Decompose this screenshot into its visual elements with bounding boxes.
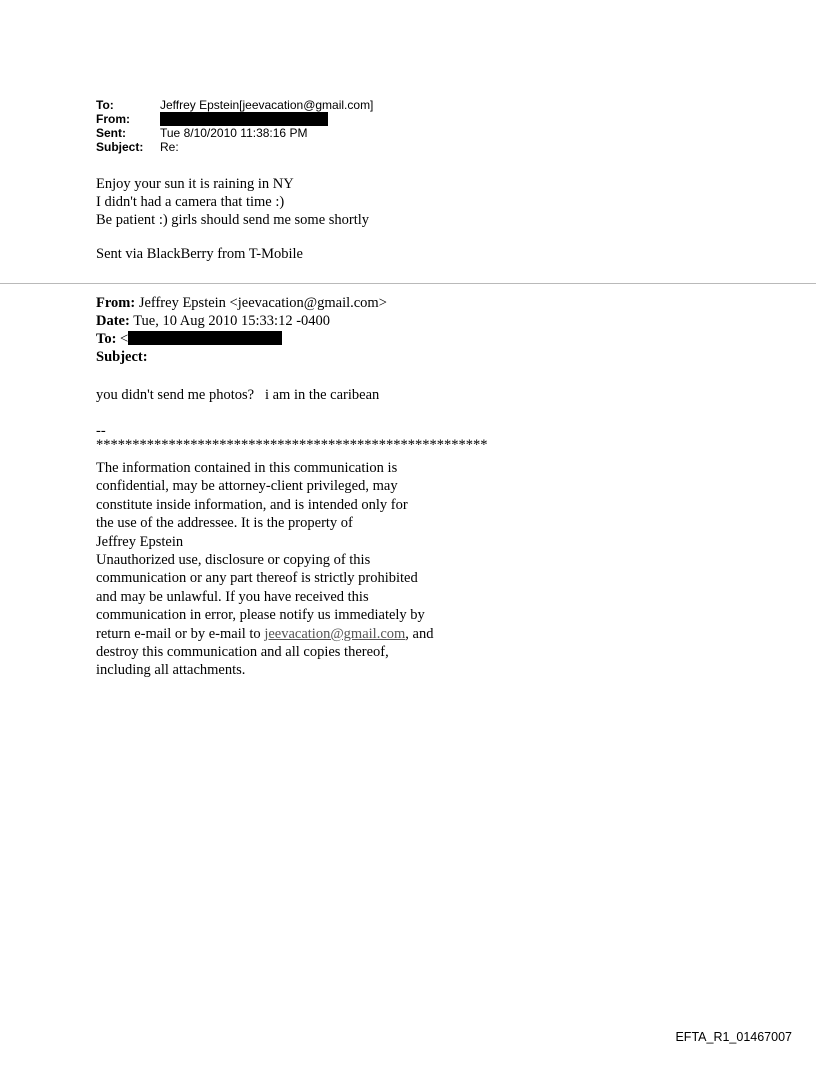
header-subject-value: Re: <box>160 140 179 154</box>
fwd-date-label: Date: <box>96 313 130 329</box>
forwarded-header <box>96 294 387 366</box>
header-to-label: To: <box>96 98 114 112</box>
document-id: EFTA_R1_01467007 <box>675 1030 792 1044</box>
forwarded-message: you didn't send me photos? i am in the caribean <box>96 387 380 403</box>
redaction-block <box>128 331 282 345</box>
fwd-to-row <box>96 330 387 348</box>
disclaimer-line: destroy this communication and all copies thereof, <box>96 644 389 661</box>
disclaimer-line: Jeffrey Epstein <box>96 533 184 550</box>
reply-line: I didn't had a camera that time :) <box>96 194 285 210</box>
reply-line: Be patient :) girls should send me some shortly <box>96 212 370 228</box>
header-sent-label: Sent: <box>96 126 126 140</box>
fwd-date-row <box>96 312 387 330</box>
header-subject-label: Subject: <box>96 140 144 154</box>
fwd-subject-label: Subject: <box>96 349 148 365</box>
fwd-subject-row <box>96 348 387 366</box>
fwd-to-label: To: <box>96 331 117 347</box>
confidentiality-disclaimer <box>96 459 516 680</box>
disclaimer-line: constitute inside information, and is intended only for <box>96 496 408 513</box>
fwd-to-value: < <box>120 331 129 347</box>
reply-line: Enjoy your sun it is raining in NY <box>96 176 294 192</box>
signature-dash: -- <box>96 423 106 439</box>
reply-signature: Sent via BlackBerry from T-Mobile <box>96 246 303 262</box>
email-link[interactable]: jeevacation@gmail.com <box>264 625 406 642</box>
disclaimer-line: confidential, may be attorney-client privileged, may <box>96 478 398 495</box>
header-subject-row <box>96 140 373 154</box>
disclaimer-line-with-link <box>96 625 516 643</box>
asterisk-separator: ****************************************************** <box>96 437 488 453</box>
header-to-value: Jeffrey Epstein[jeevacation@gmail.com] <box>160 98 374 112</box>
disclaimer-line: communication in error, please notify us immediately by <box>96 607 425 624</box>
disclaimer-line: communication or any part thereof is strictly prohibited <box>96 570 418 587</box>
header-sent-row <box>96 126 373 140</box>
message-divider <box>0 283 816 284</box>
disclaimer-line: including all attachments. <box>96 662 246 679</box>
disclaimer-line: The information contained in this communication is <box>96 460 398 476</box>
fwd-from-value: Jeffrey Epstein <jeevacation@gmail.com> <box>138 295 387 311</box>
disclaimer-line: Unauthorized use, disclosure or copying of this <box>96 552 371 569</box>
header-sent-value: Tue 8/10/2010 11:38:16 PM <box>160 126 308 140</box>
disclaimer-return-suffix: , and <box>405 625 434 642</box>
fwd-from-row <box>96 294 387 312</box>
fwd-from-label: From: <box>96 295 136 311</box>
header-to-row <box>96 98 373 112</box>
reply-body <box>96 175 369 229</box>
header-from-row <box>96 112 373 126</box>
disclaimer-line: the use of the addressee. It is the property of <box>96 515 353 532</box>
redaction-block <box>160 112 328 126</box>
email-header <box>96 98 373 154</box>
disclaimer-line: and may be unlawful. If you have received this <box>96 588 369 605</box>
disclaimer-return-prefix: return e-mail or by e-mail to <box>96 625 265 642</box>
header-from-label: From: <box>96 112 130 126</box>
fwd-date-value: Tue, 10 Aug 2010 15:33:12 -0400 <box>133 313 331 329</box>
